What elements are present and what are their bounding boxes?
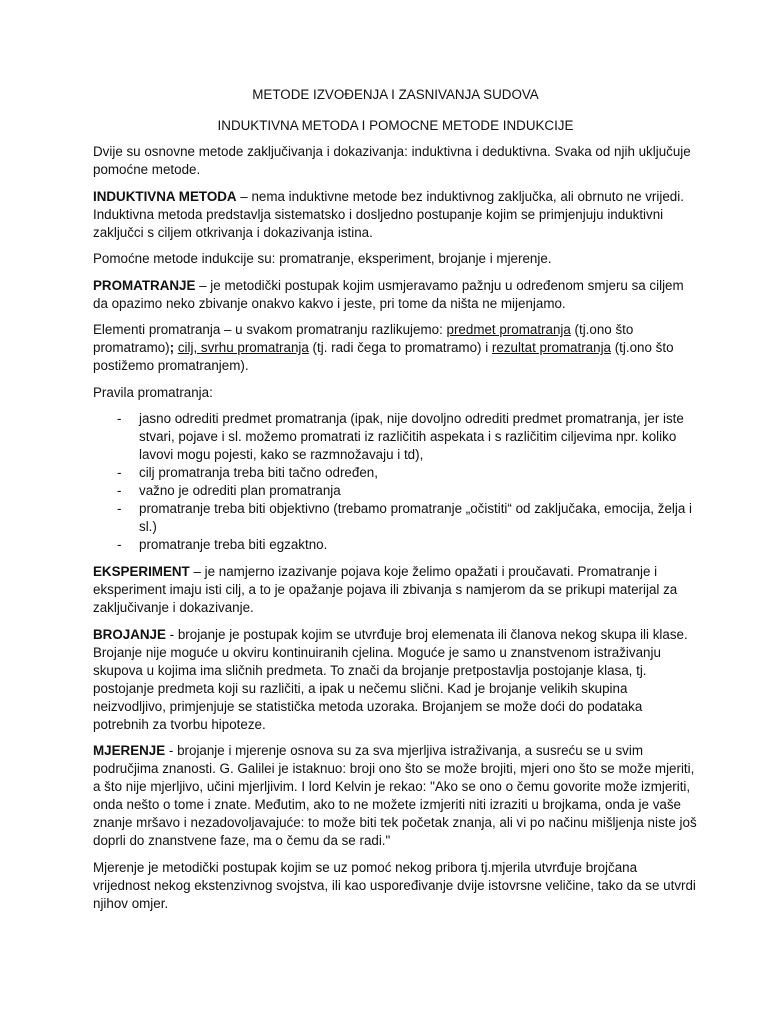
elements-semicolon: ; xyxy=(169,340,178,355)
measuring-term: MJERENJE xyxy=(93,743,166,758)
aux-methods-paragraph: Pomoćne metode indukcije su: promatranje, eksperiment, brojanje i mjerenje. xyxy=(93,251,552,266)
rules-list xyxy=(93,410,698,554)
observation-term: PROMATRANJE xyxy=(93,277,196,293)
experiment-text: – je namjerno izazivanje pojava koje želimo opažati i proučavati. Promatranje i eksperiment imaju isti cilj, a to je opažanje pojava ili zbivanja s namjerom da se prikupi materijal za zaključivanje i dokazivanje. xyxy=(93,564,678,615)
elements-result-underlined: rezultat promatranja xyxy=(491,340,611,355)
elements-text-2: (tj.ono što promatramo) xyxy=(93,322,634,355)
elements-text-4: (tj.ono što postižemo promatranjem). xyxy=(93,340,674,373)
document-title: METODE IZVOĐENJA I ZASNIVANJA SUDOVA xyxy=(252,87,539,102)
counting-term: BROJANJE xyxy=(93,626,166,642)
elements-text-3: (tj. radi čega to promatramo) i xyxy=(308,340,492,355)
list-item: - cilj promatranja treba biti tačno određen, xyxy=(93,464,698,482)
measuring-paragraph xyxy=(93,742,698,850)
list-item: - jasno odrediti predmet promatranja (ipak, nije dovoljno odrediti predmet promatranja, jer iste stvari, pojave i sl. možemo promatrati iz različitih aspekata i s različitim ciljevima npr. koliko lavovi mogu pojesti, kako se razmnožavaju i td), xyxy=(93,410,698,464)
counting-text: - brojanje je postupak kojim se utvrđuje broj elemenata ili članova nekog skupa ili klase. Brojanje nije moguće u okviru kontinuiranih cjelina. Moguće je samo u znanstvenom istraživanju skupova u kojima ima sličnih predmeta. To znači da brojanje pretpostavlja postojanje klasa, tj. postojanje predmeta koji su različiti, a ipak u nečemu slični. Kad je brojanje velikih skupina neizvodljivo, primjenjuje se statistička metoda uzoraka. Brojanjem se može doći do podataka potrebnih za tvorbu hipoteze. xyxy=(93,626,688,732)
measuring-definition-paragraph: Mjerenje je metodički postupak kojim se uz pomoć nekog pribora tj.mjerila utvrđuje brojčana vrijednost nekog ekstenzivnog svojstva, ili kao uspoređivanje dvije istovrsne veličine, tako da se utvrdi njihov omjer. xyxy=(93,859,696,911)
list-item: - promatranje treba biti objektivno (trebamo promatranje „očistiti“ od zaključaka, emocija, želja i sl.) xyxy=(93,500,698,536)
inductive-method-text: – nema induktivne metode bez induktivnog zaključka, ali obrnuto ne vrijedi. Induktivna metoda predstavlja sistematsko i dosljedno postupanje kojim se primjenjuju induktivni zaključci s ciljem otkrivanja i dokazivanja istina. xyxy=(93,188,684,240)
experiment-term: EKSPERIMENT xyxy=(93,564,190,579)
document-subtitle: INDUKTIVNA METODA I POMOCNE METODE INDUKCIJE xyxy=(217,118,574,133)
elements-paragraph xyxy=(93,321,698,375)
elements-text-1: Elementi promatranja – u svakom promatranju razlikujemo: xyxy=(93,322,447,337)
inductive-method-paragraph xyxy=(93,188,698,242)
experiment-paragraph xyxy=(93,563,698,617)
counting-paragraph xyxy=(93,626,698,734)
intro-paragraph: Dvije su osnovne metode zaključivanja i dokazivanja: induktivna i deduktivna. Svaka od njih uključuje pomoćne metode. xyxy=(93,144,691,177)
list-item: - važno je odrediti plan promatranja xyxy=(93,482,698,500)
inductive-method-term: INDUKTIVNA METODA xyxy=(93,188,237,204)
measuring-text: - brojanje i mjerenje osnova su za sva mjerljiva istraživanja, a susreću se u svim područjima znanosti. G. Galilei je istaknuo: broji ono što se može brojiti, mjeri ono što se može mjeriti, a što nije mjerljivo, učini mjerljivim. I lord Kelvin je rekao: "Ako se ono o čemu govorite može izmjeriti, onda nešto o tome i znate. Međutim, ako to ne možete izmjeriti niti izraziti u brojkama, onda je vaše znanje mršavo i nezadovoljavajuće: to može biti tek početak znanja, ali vi po načinu mišljenja niste još doprli do znanstvene faze, ma o čemu da se radi." xyxy=(93,743,697,848)
elements-subject-underlined: predmet promatranja xyxy=(446,322,571,337)
observation-text: – je metodički postupak kojim usmjeravamo pažnju u određenom smjeru sa ciljem da opazimo neko zbivanje onakvo kakvo i jeste, pri tome da ništa ne mijenjamo. xyxy=(93,277,684,311)
list-item: - promatranje treba biti egzaktno. xyxy=(93,536,698,554)
rules-heading: Pravila promatranja: xyxy=(93,384,213,400)
observation-paragraph xyxy=(93,277,698,313)
elements-goal-underlined: cilj, svrhu promatranja xyxy=(177,340,309,355)
